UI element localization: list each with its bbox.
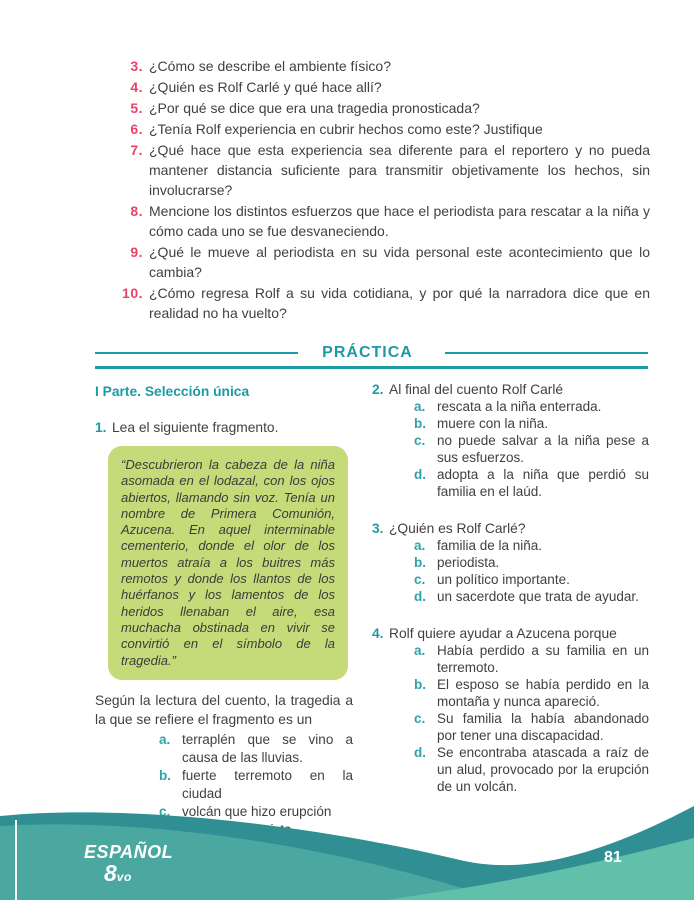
answer-option — [414, 432, 649, 466]
question-number: 10. — [122, 285, 143, 301]
question-head — [372, 520, 649, 537]
exercise-number: 1. — [95, 420, 107, 435]
option-letter: a. — [414, 643, 426, 658]
option-letter: a. — [414, 538, 426, 553]
option-letter: b. — [414, 416, 426, 431]
question-item — [116, 140, 650, 200]
question-item — [116, 119, 650, 139]
logo-grade-number: 8 — [104, 860, 117, 886]
answer-option — [414, 398, 649, 415]
answer-option — [414, 554, 649, 571]
option-letter: d. — [414, 589, 426, 604]
question-text: Al final del cuento Rolf Carlé — [389, 382, 564, 397]
comprehension-question-list — [116, 56, 650, 324]
answer-option — [414, 642, 649, 676]
question-text: Rolf quiere ayudar a Azucena porque — [389, 626, 617, 641]
option-text: terraplén que se vino a causa de las lluvias. — [182, 731, 353, 765]
answer-option — [159, 767, 353, 803]
option-letter: c. — [414, 572, 426, 587]
answer-option — [414, 676, 649, 710]
option-text: fuerte terremoto en la ciudad — [182, 767, 353, 801]
exercise-1-head — [95, 419, 353, 437]
question-stem: Según la lectura del cuento, la tragedia a la que se refiere el fragmento es un — [95, 692, 353, 727]
answer-options — [414, 642, 649, 795]
option-text: muere con la niña. — [437, 416, 549, 431]
logo-grade — [104, 862, 173, 885]
answer-option — [414, 466, 649, 500]
page-number: 81 — [604, 849, 622, 866]
option-text: Se encontraba atascada a raíz de un alud, provocado por la erupción de un volcán. — [437, 745, 649, 794]
divider-underline — [95, 366, 648, 369]
question-number: 9. — [130, 244, 143, 260]
question-number: 8. — [130, 203, 143, 219]
question-number: 4. — [372, 626, 384, 641]
option-letter: c. — [414, 711, 426, 726]
question-text: ¿Quién es Rolf Carlé y qué hace allí? — [149, 79, 382, 95]
question-number: 3. — [130, 58, 143, 74]
question-text: Mencione los distintos esfuerzos que hace el periodista para rescatar a la niña y cómo cada uno se fue desvaneciendo. — [149, 203, 650, 239]
footer-accent-line — [15, 820, 17, 900]
answer-option — [414, 571, 649, 588]
answer-option — [414, 415, 649, 432]
mc-question-3 — [372, 520, 649, 605]
question-head — [372, 625, 649, 642]
answer-options — [414, 537, 649, 605]
option-letter: a. — [414, 399, 426, 414]
question-item — [116, 242, 650, 282]
answer-options — [414, 398, 649, 500]
answer-option — [414, 710, 649, 744]
left-column — [95, 383, 353, 839]
option-text: un político importante. — [437, 572, 570, 587]
divider-line-right — [445, 352, 648, 354]
question-text: ¿Qué hace que esta experiencia sea diferente para el reportero y no pueda mantener distancia suficiente para transmitir objetivamente los hechos, sin involucrarse? — [149, 142, 650, 198]
question-item — [116, 201, 650, 241]
question-number: 7. — [130, 142, 143, 158]
question-item — [116, 56, 650, 76]
question-number: 6. — [130, 121, 143, 137]
option-letter: c. — [414, 433, 426, 448]
option-text: periodista. — [437, 555, 500, 570]
question-head — [372, 381, 649, 398]
option-text: Había perdido a su familia en un terremoto. — [437, 643, 649, 675]
option-text: rescata a la niña enterrada. — [437, 399, 602, 414]
option-text: un sacerdote que trata de ayudar. — [437, 589, 639, 604]
option-text: familia de la niña. — [437, 538, 543, 553]
exercise-text: Lea el siguiente fragmento. — [112, 420, 279, 435]
mc-question-4 — [372, 625, 649, 795]
mc-question-2 — [372, 381, 649, 500]
option-text: El esposo se había perdido en la montaña y nunca apareció. — [437, 677, 649, 709]
question-number: 3. — [372, 521, 384, 536]
question-number: 2. — [372, 382, 384, 397]
question-number: 4. — [130, 79, 143, 95]
logo-grade-suffix: vo — [116, 870, 132, 884]
right-column — [372, 381, 649, 815]
question-item — [116, 98, 650, 118]
practica-title: PRÁCTICA — [322, 344, 413, 361]
option-letter: d. — [414, 467, 426, 482]
option-text: Su familia la había abandonado por tener una discapacidad. — [437, 711, 649, 743]
question-text: ¿Quién es Rolf Carlé? — [389, 521, 526, 536]
option-text: adopta a la niña que perdió su familia en el laúd. — [437, 467, 649, 499]
option-letter: b. — [159, 767, 171, 783]
reading-fragment-box: “Descubrieron la cabeza de la niña asomada en el lodazal, con los ojos abiertos, llamando sin voz. Tenía un nombre de Primera Comunión, Azucena. En aquel interminable cementerio, donde el olor de los muertos atraía a los buitres más remotos y donde los llantos de los huérfanos y los lamentos de los heridos llenaban el aire, esa muchacha obstinada en vivir se convirtió en el símbolo de la tragedia.” — [108, 446, 348, 680]
option-letter: d. — [414, 745, 426, 760]
option-letter: c. — [159, 803, 171, 819]
question-item — [116, 283, 650, 323]
answer-option — [414, 588, 649, 605]
espanol-8vo-logo — [84, 843, 173, 885]
option-letter: b. — [414, 677, 426, 692]
question-text: ¿Cómo se describe el ambiente físico? — [149, 58, 391, 74]
option-letter: b. — [414, 555, 426, 570]
answer-option — [414, 537, 649, 554]
logo-title: ESPAÑOL — [84, 842, 174, 862]
divider-line-left — [95, 352, 298, 354]
question-text: ¿Qué le mueve al periodista en su vida personal este acontecimiento que lo cambia? — [149, 244, 650, 280]
part-title: I Parte. Selección única — [95, 384, 250, 399]
practica-section-header — [95, 344, 648, 362]
question-item — [116, 77, 650, 97]
option-text: no puede salvar a la niña pese a sus esfuerzos. — [437, 433, 649, 465]
question-text: ¿Tenía Rolf experiencia en cubrir hechos como este? Justifique — [149, 121, 543, 137]
question-text: ¿Cómo regresa Rolf a su vida cotidiana, y por qué la narradora dice que en realidad no ha vuelto? — [149, 285, 650, 321]
answer-option — [414, 744, 649, 795]
answer-option — [159, 731, 353, 767]
question-number: 5. — [130, 100, 143, 116]
question-text: ¿Por qué se dice que era una tragedia pronosticada? — [149, 100, 480, 116]
option-letter: a. — [159, 731, 171, 747]
option-text: volcán que hizo erupción — [182, 803, 332, 819]
